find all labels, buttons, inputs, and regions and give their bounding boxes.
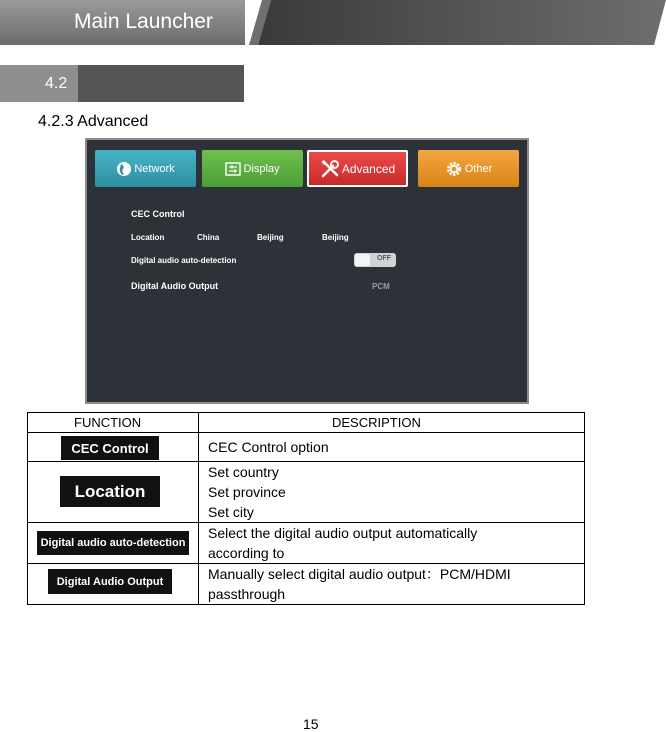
row-divider <box>27 432 585 433</box>
header-function: FUNCTION <box>74 415 142 430</box>
globe-icon <box>116 161 132 177</box>
row-description-line: Set city <box>208 504 254 520</box>
toggle-knob <box>355 254 370 266</box>
row-description-line: Set province <box>208 484 286 500</box>
tab-advanced[interactable] <box>307 150 408 187</box>
row-description-line: Set country <box>208 464 279 480</box>
audio-output-badge: Digital Audio Output <box>48 569 172 594</box>
tab-advanced-label: Advanced <box>341 161 396 176</box>
table-row <box>208 437 329 457</box>
column-divider <box>198 412 199 605</box>
table-row <box>208 523 477 563</box>
table-row <box>208 564 511 604</box>
location-label[interactable]: Location <box>131 233 165 242</box>
section-number: 4.2 <box>0 65 78 102</box>
auto-detection-toggle[interactable] <box>354 253 396 267</box>
header-bar-right <box>256 0 666 45</box>
row-divider <box>27 461 585 462</box>
tab-other[interactable] <box>418 150 519 187</box>
gear-icon <box>445 160 463 178</box>
sliders-icon <box>225 162 241 176</box>
location-badge: Location <box>60 476 160 507</box>
tab-display[interactable] <box>202 150 303 187</box>
digital-audio-output-value[interactable]: PCM <box>372 282 390 291</box>
digital-audio-output-label: Digital Audio Output <box>131 281 219 291</box>
settings-screenshot <box>85 138 529 404</box>
row-description-line: passthrough <box>208 586 286 602</box>
tab-network-label: Network <box>134 162 175 175</box>
row-description-line: Manually select digital audio output：PCM/HDMI <box>208 566 511 582</box>
location-province[interactable]: Beijing <box>257 233 284 242</box>
row-description-line: Select the digital audio output automatically <box>208 525 478 541</box>
header-description: DESCRIPTION <box>332 415 421 430</box>
row-description-line: according to <box>208 545 285 561</box>
cec-control-badge: CEC Control <box>61 436 159 460</box>
row-description-line: CEC Control option <box>208 439 329 455</box>
section-subtitle: 4.2.3 Advanced <box>38 113 149 130</box>
auto-detection-label: Digital audio auto-detection <box>131 256 237 265</box>
page-number: 15 <box>303 716 319 732</box>
page-title: Main Launcher <box>74 10 213 33</box>
toggle-state: OFF <box>377 255 391 262</box>
location-city[interactable]: Beijing <box>322 233 349 242</box>
location-country[interactable]: China <box>197 233 220 242</box>
tools-icon <box>320 159 340 179</box>
tab-display-label: Display <box>243 162 280 175</box>
tab-network[interactable] <box>95 150 196 187</box>
tab-other-label: Other <box>464 162 493 175</box>
cec-control-item[interactable]: CEC Control <box>131 209 185 219</box>
function-table <box>27 412 585 605</box>
auto-detection-badge: Digital audio auto-detection <box>37 531 189 555</box>
table-row <box>208 462 286 522</box>
